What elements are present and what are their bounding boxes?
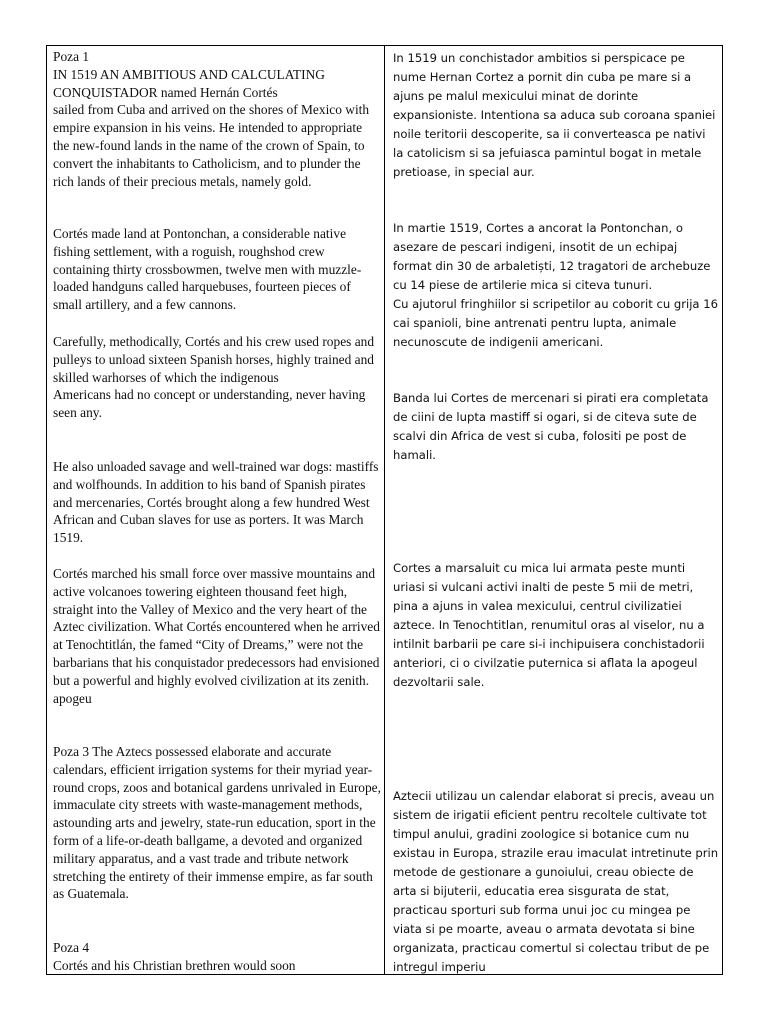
column-divider [384,46,385,974]
translation-table [46,45,723,975]
romanian-paragraph-5: Aztecii utilizau un calendar elaborat si precis, aveau un sistem de irigatii eficient pentru recoltele cultivate tot timpul anului, gradini zoologice si botanice cum nu existau in Europa, strazile erau imaculat intretinute prin metode de gestionare a gunoiului, creau obiecte de arta si bijuterii, educatia erea sisgurata de stat, practicau sporturi sub forma unui joc cu mingea pe viata si pe moarte, aveau o armata devotata si bine organizata, practicau comertul si colectau tribut de pe intregul imperiu [393,789,719,974]
english-paragraph-5: Cortés marched his small force over massive mountains and active volcanoes towering eighteen thousand feet high, straight into the Valley of Mexico and the very heart of the Aztec civilization. What Cortés encountered when he arrived at Tenochtitlán, the famed “City of Dreams,” were not the barbarians that his conquistador predecessors had envisioned but a powerful and highly evolved civilization at its zenith. apogeu [53,566,380,706]
romanian-paragraph-2: In martie 1519, Cortes a ancorat la Pontonchan, o asezare de pescari indigeni, insotit de un echipaj format din 30 de arbaletiști, 12 tragatori de archebuze cu 14 piese de artilerie mica si citeva tunuri. Cu ajutorul fringhiilor si scripetilor au coborit cu grija 16 cai spanioli, bine antrenati pentru lupta, animale necunoscute de indigenii americani. [393,221,718,349]
english-paragraph-3: Carefully, methodically, Cortés and his crew used ropes and pulleys to unload sixteen Spanish horses, highly trained and skilled warhorses of which the indigenous Americans had no concept or understanding, never having seen any. [53,334,375,421]
english-paragraph-7: Poza 4 Cortés and his Christian brethren would soon [53,940,296,973]
english-paragraph-1: Poza 1 IN 1519 AN AMBITIOUS AND CALCULATING CONQUISTADOR named Hernán Cortés sailed from Cuba and arrived on the shores of Mexico with empire expansion in his veins. He intended to appropriate the new-found lands in the name of the crown of Spain, to convert the inhabitants to Catholicism, and to plunder the rich lands of their precious metals, namely gold. [53,49,370,189]
romanian-paragraph-3: Banda lui Cortes de mercenari si pirati era completata de ciini de lupta mastiff si ogari, si de citeva sute de scalvi din Africa de vest si cuba, folositi pe post de hamali. [393,391,709,462]
english-paragraph-6: Poza 3 The Aztecs possessed elaborate and accurate calendars, efficient irrigation systems for their myriad year-round crops, zoos and botanical gardens unrivaled in Europe, immaculate city streets with waste-management methods, astounding arts and jewelry, state-run education, sport in the form of a life-or-death ballgame, a devoted and organized military apparatus, and a vast trade and tribute network stretching the entirety of their immense empire, as far south as Guatemala. [53,744,381,902]
romanian-paragraph-1: In 1519 un conchistador ambitios si perspicace pe nume Hernan Cortez a pornit din cuba pe mare si a ajuns pe malul mexicului minat de dorinte expansioniste. Intentiona sa aduca sub coroana spaniei noile teritorii descoperite, sa ii converteasca pe nativi la catolicism si sa jefuiasca pamintul bogat in metale pretioase, in special aur. [393,51,716,179]
english-paragraph-2: Cortés made land at Pontonchan, a considerable native fishing settlement, with a roguish, roughshod crew containing thirty crossbowmen, twelve men with muzzle-loaded handguns called harquebuses, fourteen pieces of small artillery, and a few cannons. [53,226,362,313]
romanian-paragraph-4: Cortes a marsaluit cu mica lui armata peste munti uriasi si vulcani activi inalti de peste 5 mii de metri, pina a ajuns in valea mexicului, centrul civilizatiei aztece. In Tenochtitlan, renumitul oras al viselor, nu a intilnit barbarii pe care si-i inchipuisera conchistadorii anteriori, ci o civilzatie puternica si aflata la apogeul dezvoltarii sale. [393,561,705,689]
english-paragraph-4: He also unloaded savage and well-trained war dogs: mastiffs and wolfhounds. In addition to his band of Spanish pirates and mercenaries, Cortés brought along a few hundred West African and Cuban slaves for use as porters. It was March 1519. [53,459,379,546]
